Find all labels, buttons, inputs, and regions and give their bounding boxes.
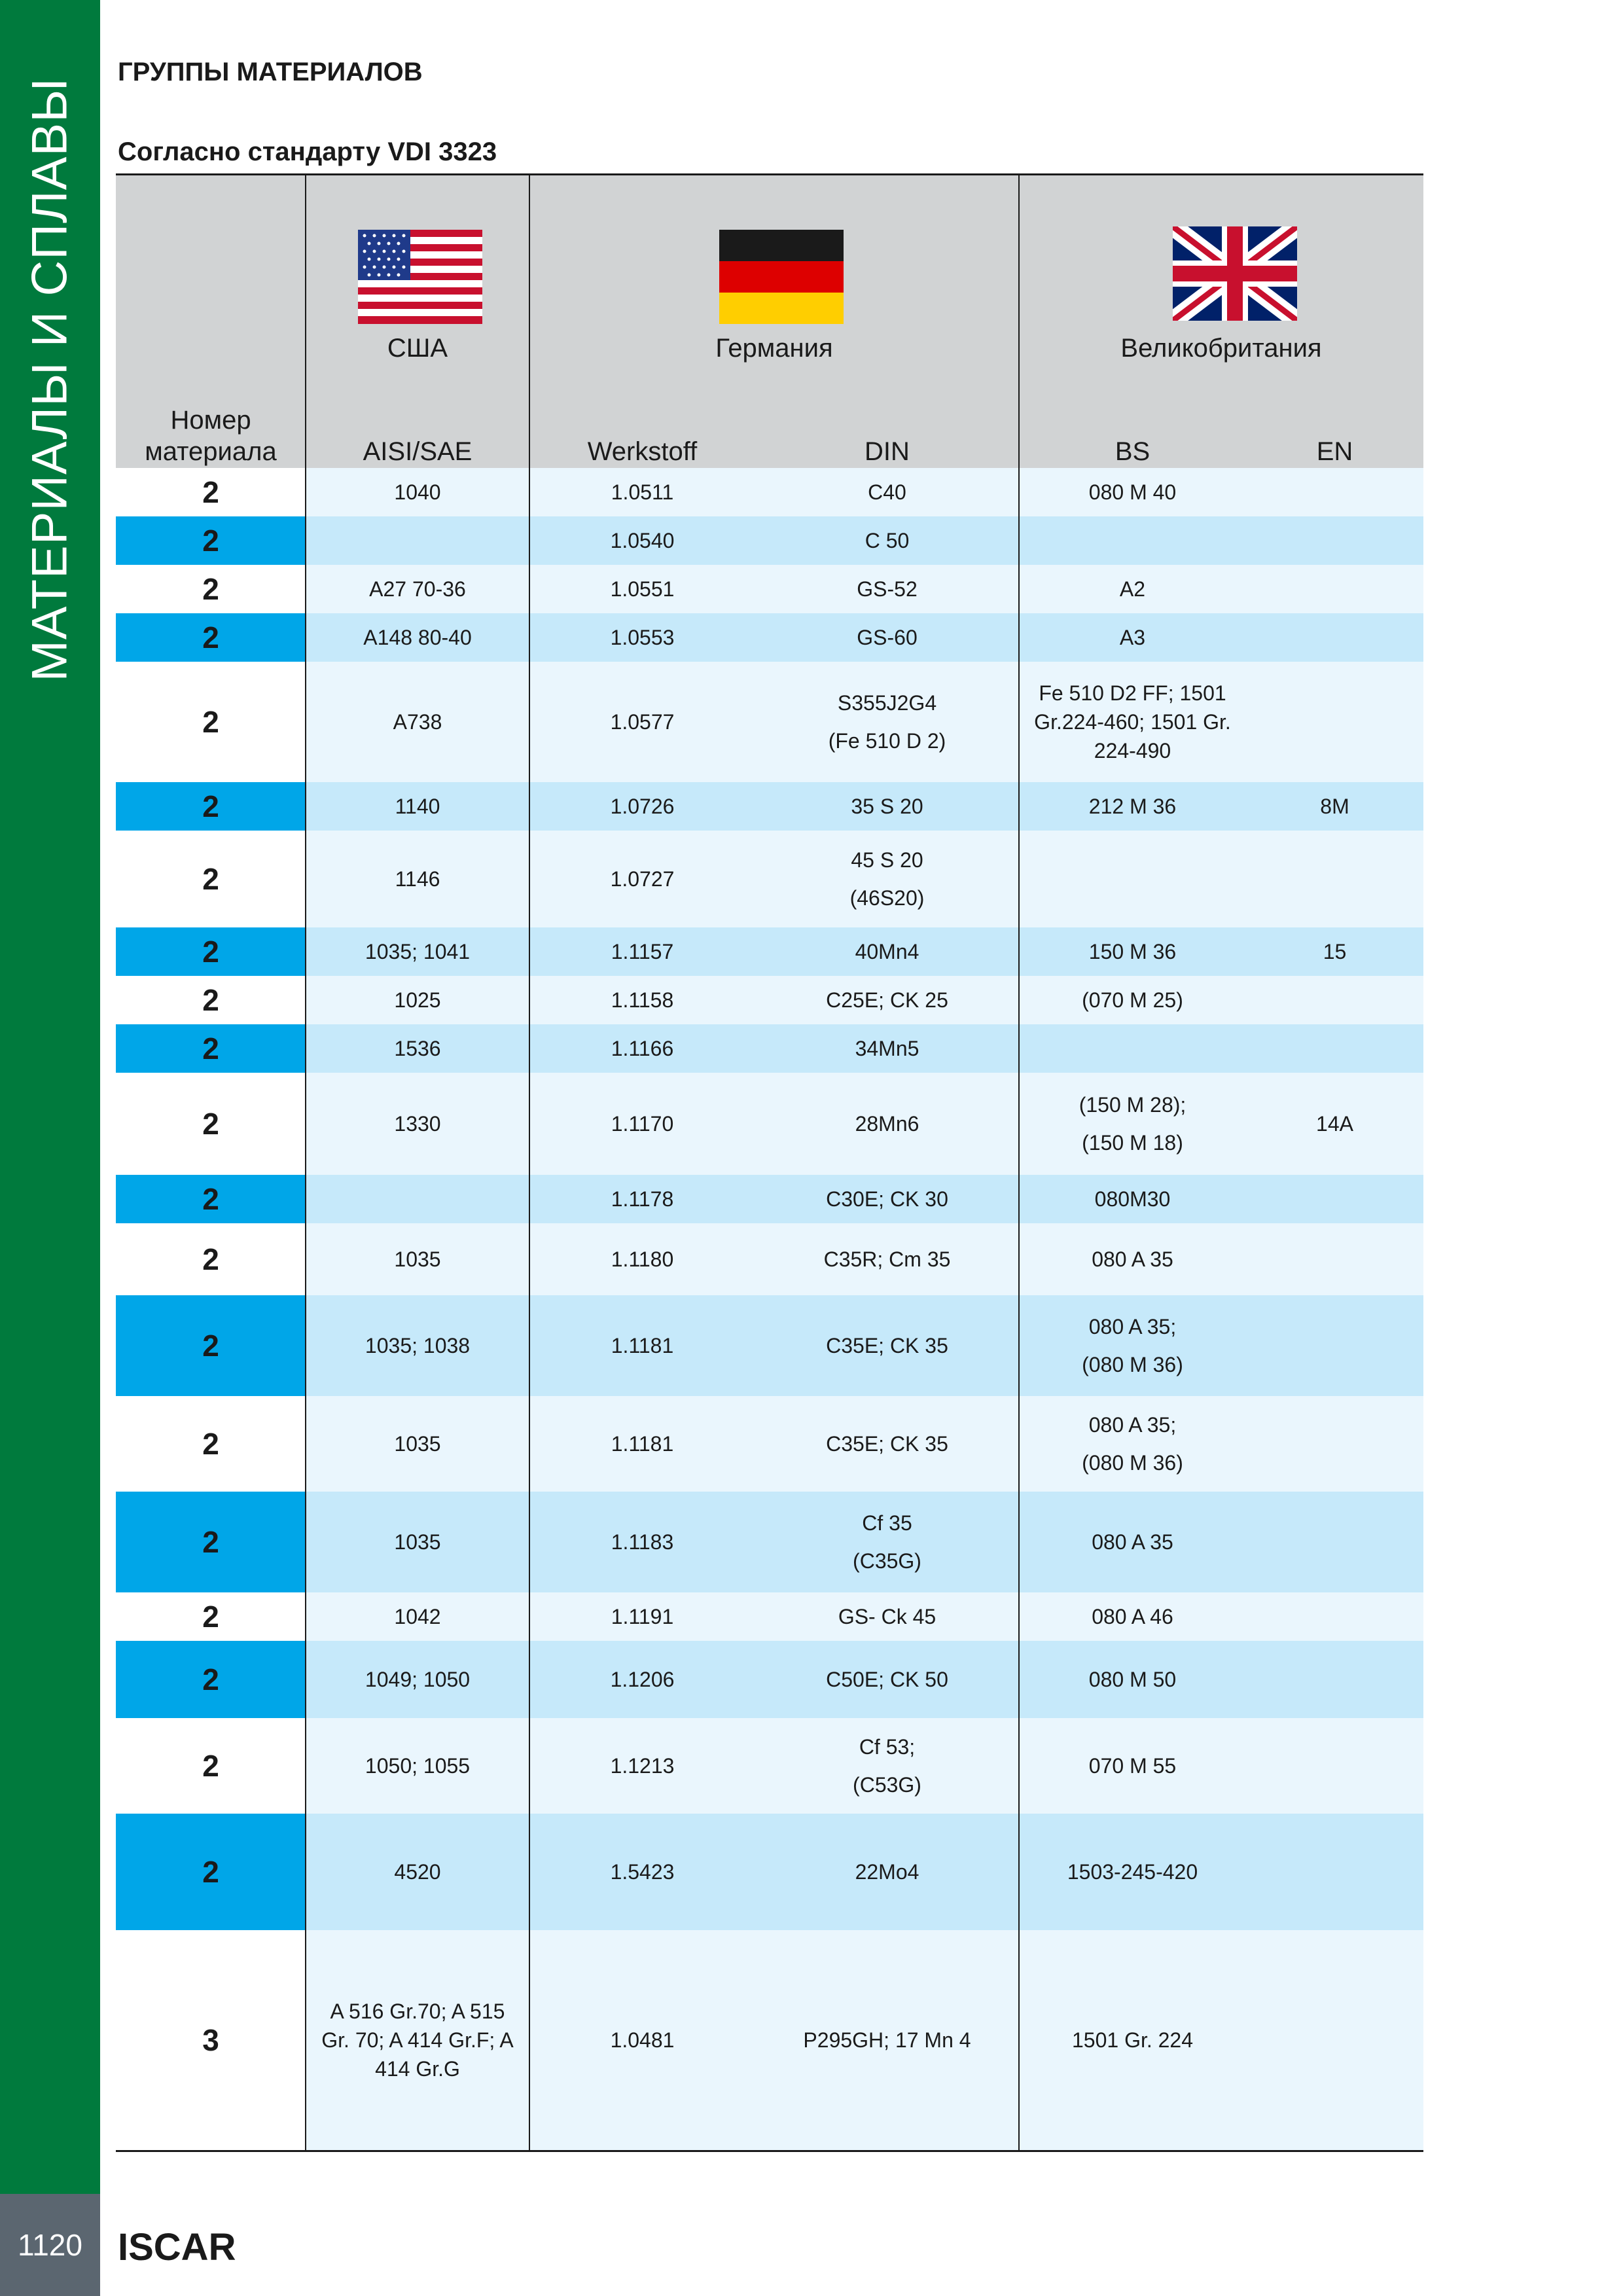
cell-bs: Fe 510 D2 FF; 1501 Gr.224-460; 1501 Gr. 224-490 xyxy=(1034,681,1231,762)
cell-en xyxy=(1246,1223,1423,1295)
cell-bs: 080 A 35 xyxy=(1092,1530,1173,1554)
table-row xyxy=(116,1641,1423,1718)
cell-werk: 1.5423 xyxy=(610,1860,675,1884)
table-row xyxy=(116,565,1423,613)
cell-en xyxy=(1246,1641,1423,1718)
uk-flag-icon xyxy=(1173,226,1297,321)
brand-logo: ISCAR xyxy=(118,2226,236,2269)
cell-aisi: 1140 xyxy=(395,795,440,818)
cell-bs: 150 M 36 xyxy=(1088,940,1177,963)
cell-num: 2 xyxy=(116,782,306,831)
table-row xyxy=(116,1718,1423,1814)
cell-din: C50E; CK 50 xyxy=(826,1668,948,1691)
cell-en xyxy=(1246,976,1423,1024)
cell-bs: 1501 Gr. 224 xyxy=(1071,2028,1194,2052)
cell-aisi: 1330 xyxy=(394,1112,441,1136)
cell-aisi: 1035 xyxy=(394,1530,441,1554)
table-row xyxy=(116,831,1423,927)
cell-werk: 1.1181 xyxy=(611,1432,674,1456)
cell-bs: 080 A 35; (080 M 36) xyxy=(1082,1315,1183,1376)
cell-werk: 1.0553 xyxy=(610,626,675,649)
cell-werk: 1.1180 xyxy=(611,1247,674,1271)
cell-din: P295GH; 17 Mn 4 xyxy=(803,2028,971,2052)
cell-num: 2 xyxy=(116,1814,306,1930)
cell-aisi: A148 80-40 xyxy=(363,626,472,649)
cell-bs xyxy=(1019,831,1246,927)
cell-aisi: 1035; 1038 xyxy=(365,1334,471,1357)
cell-din: GS-52 xyxy=(857,577,918,601)
country-uk: Великобритания xyxy=(1120,334,1322,363)
col-material-no: Номер материала xyxy=(145,406,277,466)
cell-din: C35R; Cm 35 xyxy=(823,1247,951,1271)
cell-num: 2 xyxy=(116,516,306,565)
country-usa: США xyxy=(387,334,448,363)
cell-aisi: 1035 xyxy=(394,1247,441,1271)
cell-din: GS- Ck 45 xyxy=(838,1605,936,1628)
col-bs: BS xyxy=(1115,437,1150,466)
cell-bs xyxy=(1019,1024,1246,1073)
cell-en xyxy=(1246,1592,1423,1641)
table-row xyxy=(116,1295,1423,1396)
cell-num: 2 xyxy=(116,1592,306,1641)
cell-num: 2 xyxy=(116,1175,306,1223)
cell-din: 45 S 20 (46S20) xyxy=(849,848,925,910)
cell-bs: (150 M 28); (150 M 18) xyxy=(1079,1093,1186,1155)
cell-en xyxy=(1246,613,1423,662)
cell-aisi: A 516 Gr.70; A 515 Gr. 70; A 414 Gr.F; A 414 Gr.G xyxy=(321,2000,514,2081)
sidebar-label: МАТЕРИАЛЫ И СПЛАВЫ xyxy=(22,77,78,682)
cell-en: 8M xyxy=(1320,795,1349,818)
cell-num: 2 xyxy=(116,1073,306,1175)
cell-num: 2 xyxy=(116,613,306,662)
col-en: EN xyxy=(1316,437,1353,466)
cell-werk: 1.1191 xyxy=(611,1605,674,1628)
germany-flag-icon xyxy=(719,230,844,324)
table-row xyxy=(116,1175,1423,1223)
cell-din: 28Mn6 xyxy=(855,1112,919,1136)
cell-werk: 1.1206 xyxy=(610,1668,675,1691)
cell-aisi: 1146 xyxy=(395,867,440,891)
cell-werk: 1.0551 xyxy=(610,577,675,601)
cell-din: GS-60 xyxy=(857,626,918,649)
cell-num: 2 xyxy=(116,565,306,613)
cell-num: 2 xyxy=(116,1641,306,1718)
cell-werk: 1.1183 xyxy=(611,1530,674,1554)
cell-aisi xyxy=(306,516,529,565)
cell-num: 3 xyxy=(116,1930,306,2150)
cell-din: S355J2G4 (Fe 510 D 2) xyxy=(828,691,946,753)
cell-num: 2 xyxy=(116,468,306,516)
table-row xyxy=(116,1814,1423,1930)
cell-bs: A2 xyxy=(1119,577,1146,601)
cell-aisi: A738 xyxy=(393,710,442,734)
table-row xyxy=(116,1396,1423,1492)
cell-aisi: A27 70-36 xyxy=(369,577,466,601)
cell-num: 2 xyxy=(116,976,306,1024)
cell-din: 22Mo4 xyxy=(855,1860,919,1884)
table-row xyxy=(116,1223,1423,1295)
cell-bs: 080 A 46 xyxy=(1092,1605,1173,1628)
column-divider xyxy=(305,175,306,2150)
cell-num: 2 xyxy=(116,1223,306,1295)
cell-aisi xyxy=(306,1175,529,1223)
table-row xyxy=(116,613,1423,662)
table-row xyxy=(116,782,1423,831)
cell-num: 2 xyxy=(116,1024,306,1073)
cell-aisi: 1536 xyxy=(394,1037,441,1060)
page-title: ГРУППЫ МАТЕРИАЛОВ xyxy=(118,58,423,86)
cell-werk: 1.0511 xyxy=(611,480,674,504)
cell-num: 2 xyxy=(116,1295,306,1396)
cell-en xyxy=(1246,1492,1423,1592)
column-divider xyxy=(1018,175,1020,2150)
cell-num: 2 xyxy=(116,1718,306,1814)
materials-table xyxy=(116,173,1423,2152)
table-row xyxy=(116,468,1423,516)
sidebar xyxy=(0,0,100,2194)
cell-en: 15 xyxy=(1323,940,1347,963)
cell-bs: 080 A 35; (080 M 36) xyxy=(1082,1413,1183,1475)
table-row xyxy=(116,1492,1423,1592)
cell-bs: 080M30 xyxy=(1094,1187,1171,1211)
cell-werk: 1.1181 xyxy=(611,1334,674,1357)
cell-werk: 1.0726 xyxy=(610,795,675,818)
cell-bs: 070 M 55 xyxy=(1088,1754,1177,1778)
cell-aisi: 4520 xyxy=(394,1860,441,1884)
cell-en xyxy=(1246,468,1423,516)
cell-en xyxy=(1246,1024,1423,1073)
cell-werk: 1.0577 xyxy=(610,710,675,734)
cell-aisi: 1049; 1050 xyxy=(365,1668,471,1691)
cell-werk: 1.0540 xyxy=(610,529,675,552)
cell-din: C35E; CK 35 xyxy=(826,1432,948,1456)
cell-bs: 080 M 50 xyxy=(1088,1668,1177,1691)
cell-bs: 080 M 40 xyxy=(1088,480,1177,504)
cell-num: 2 xyxy=(116,1396,306,1492)
cell-bs: 1503-245-420 xyxy=(1067,1860,1198,1884)
cell-en xyxy=(1246,662,1423,782)
cell-num: 2 xyxy=(116,927,306,976)
cell-en xyxy=(1246,1718,1423,1814)
cell-bs: A3 xyxy=(1119,626,1146,649)
table-row xyxy=(116,516,1423,565)
cell-aisi: 1040 xyxy=(394,480,441,504)
country-germany: Германия xyxy=(715,334,833,363)
cell-num: 2 xyxy=(116,662,306,782)
table-row xyxy=(116,1930,1423,2150)
col-aisi: AISI/SAE xyxy=(363,437,473,466)
table-row xyxy=(116,1024,1423,1073)
page-subtitle: Согласно стандарту VDI 3323 xyxy=(118,137,497,166)
cell-din: 40Mn4 xyxy=(855,940,919,963)
cell-din: C25E; CK 25 xyxy=(826,988,948,1012)
cell-en xyxy=(1246,516,1423,565)
cell-werk: 1.1158 xyxy=(611,988,674,1012)
table-header xyxy=(116,175,1423,468)
cell-din: C30E; CK 30 xyxy=(826,1187,948,1211)
cell-bs: 212 M 36 xyxy=(1088,795,1177,818)
table-row xyxy=(116,927,1423,976)
cell-num: 2 xyxy=(116,831,306,927)
cell-din: Cf 53; (C53G) xyxy=(853,1735,921,1797)
cell-din: C 50 xyxy=(865,529,910,552)
cell-en xyxy=(1246,1930,1423,2150)
table-row xyxy=(116,1073,1423,1175)
cell-en xyxy=(1246,1175,1423,1223)
cell-din: Cf 35 (C35G) xyxy=(853,1511,921,1573)
table-row xyxy=(116,662,1423,782)
cell-din: C35E; CK 35 xyxy=(826,1334,948,1357)
cell-aisi: 1035 xyxy=(394,1432,441,1456)
cell-num: 2 xyxy=(116,1492,306,1592)
cell-bs: 080 A 35 xyxy=(1092,1247,1173,1271)
cell-werk: 1.1178 xyxy=(611,1187,674,1211)
cell-din: C40 xyxy=(868,480,906,504)
cell-werk: 1.0727 xyxy=(610,867,675,891)
col-werkstoff: Werkstoff xyxy=(587,437,698,466)
cell-werk: 1.1170 xyxy=(611,1112,674,1136)
usa-flag-icon xyxy=(358,230,482,324)
column-divider xyxy=(529,175,530,2150)
cell-bs: (070 M 25) xyxy=(1082,988,1183,1012)
cell-werk: 1.1157 xyxy=(611,940,674,963)
cell-aisi: 1042 xyxy=(394,1605,441,1628)
page-number: 1120 xyxy=(0,2194,100,2296)
cell-aisi: 1035; 1041 xyxy=(365,940,471,963)
table-body xyxy=(116,468,1423,2150)
table-row xyxy=(116,976,1423,1024)
cell-en xyxy=(1246,831,1423,927)
cell-en xyxy=(1246,1295,1423,1396)
cell-aisi: 1025 xyxy=(394,988,441,1012)
col-din: DIN xyxy=(865,437,910,466)
cell-en xyxy=(1246,1396,1423,1492)
cell-aisi: 1050; 1055 xyxy=(365,1754,471,1778)
cell-en xyxy=(1246,1814,1423,1930)
cell-werk: 1.0481 xyxy=(610,2028,675,2052)
cell-en xyxy=(1246,565,1423,613)
cell-bs xyxy=(1019,516,1246,565)
cell-en: 14A xyxy=(1316,1112,1353,1136)
cell-werk: 1.1213 xyxy=(610,1754,675,1778)
cell-werk: 1.1166 xyxy=(611,1037,674,1060)
cell-din: 35 S 20 xyxy=(851,795,923,818)
cell-din: 34Mn5 xyxy=(855,1037,919,1060)
table-row xyxy=(116,1592,1423,1641)
